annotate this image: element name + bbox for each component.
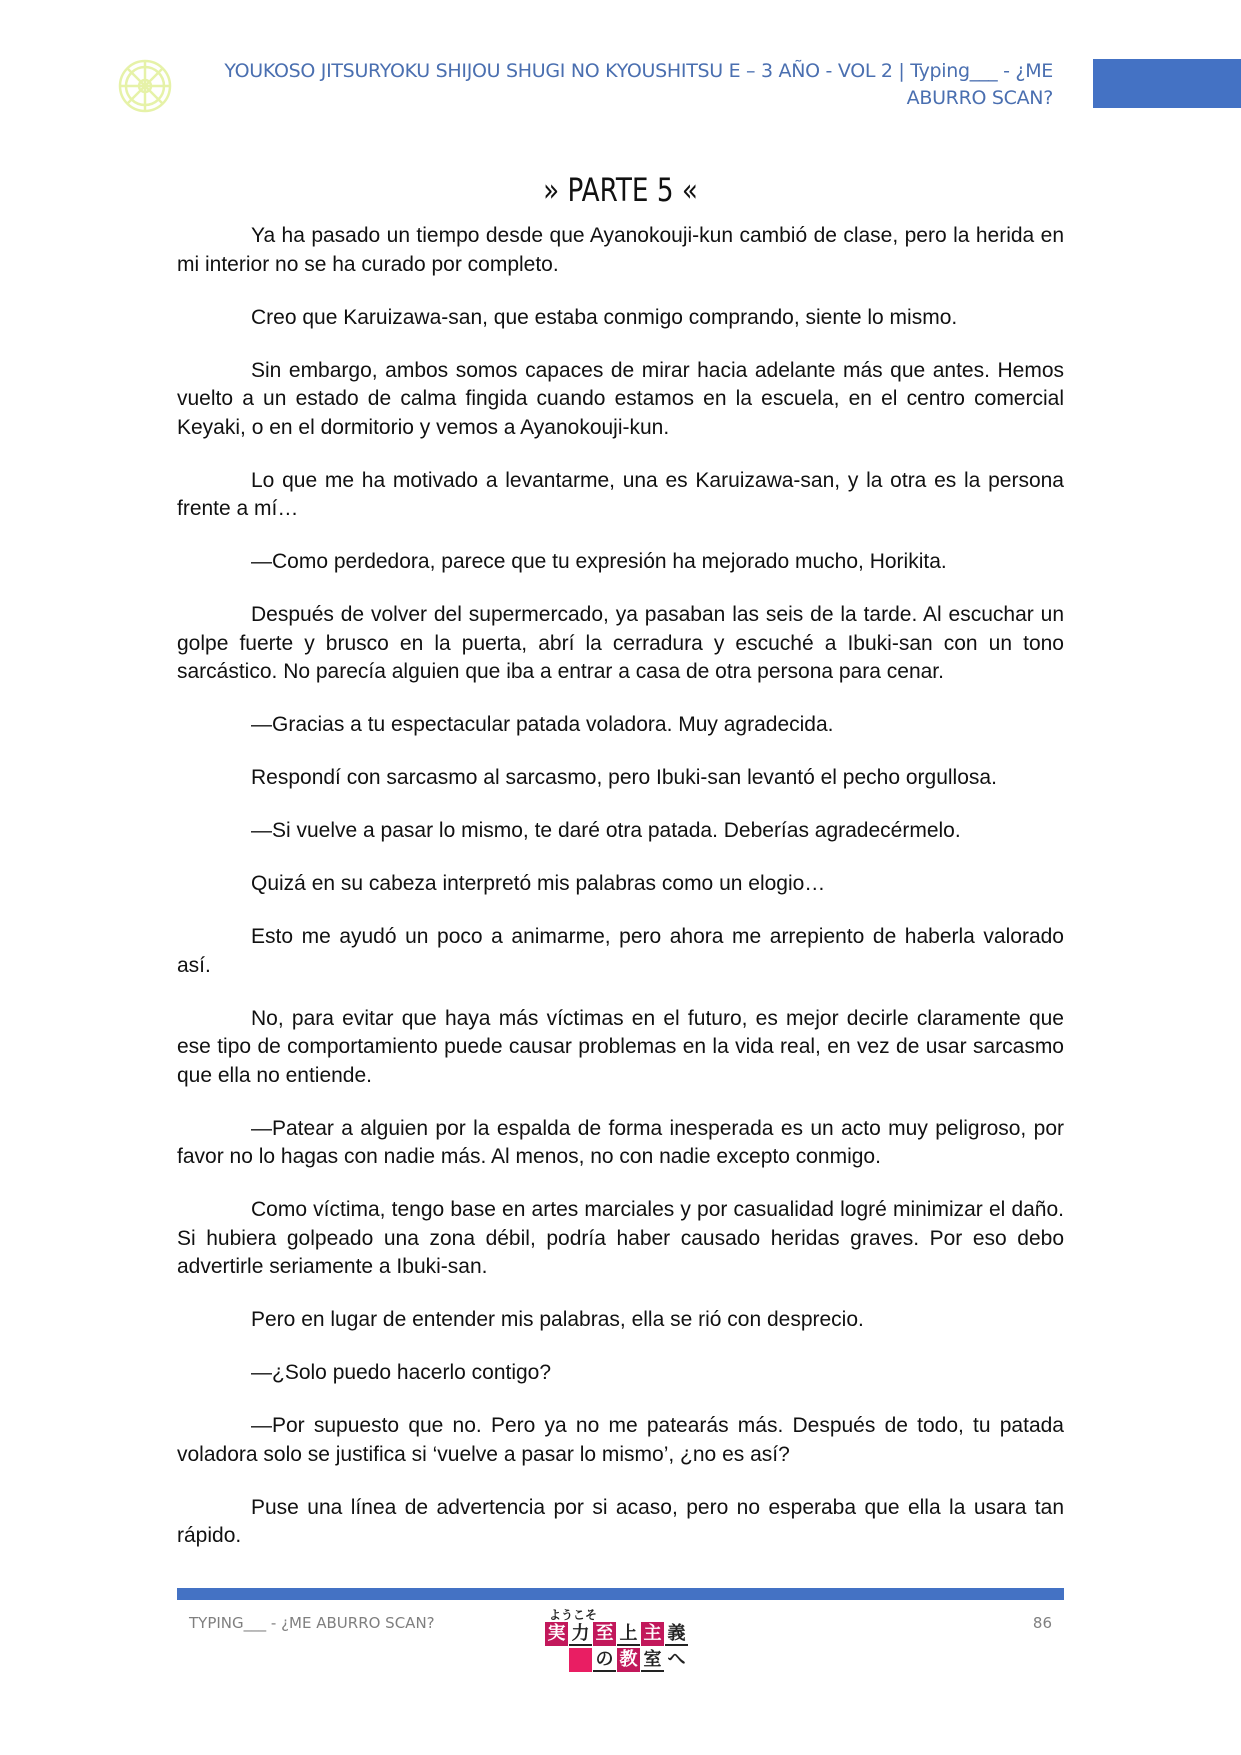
- paragraph: Ya ha pasado un tiempo desde que Ayanokouji-kun cambió de clase, pero la herida en mi interior no se ha curado por completo.: [177, 224, 1064, 276]
- logo-char: 主: [641, 1622, 664, 1646]
- footer-credit: TYPING___ - ¿ME ABURRO SCAN?: [189, 1614, 435, 1632]
- paragraph: —Patear a alguien por la espalda de forma inesperada es un acto muy peligroso, por favor no lo hagas con nadie más. Al menos, no con nadie excepto conmigo.: [177, 1116, 1064, 1168]
- paragraph: Como víctima, tengo base en artes marciales y por casualidad logré minimizar el daño. Si hubiera golpeado una zona débil, podría haber causado heridas graves. Por eso debo advertirle seriamente a Ibuki-san.: [177, 1198, 1064, 1278]
- header-logo: [117, 58, 173, 114]
- logo-char: 実: [545, 1622, 568, 1646]
- dharma-wheel-icon: [117, 58, 173, 114]
- logo-row-1: [545, 1622, 688, 1646]
- paragraph: —Por supuesto que no. Pero ya no me patearás más. Después de todo, tu patada voladora solo se justifica si ‘vuelve a pasar lo mismo’, ¿no es así?: [177, 1414, 1064, 1466]
- logo-kana: ようこそ: [549, 1608, 598, 1622]
- logo-char: へ: [665, 1648, 688, 1672]
- paragraph: Sin embargo, ambos somos capaces de mirar hacia adelante más que antes. Hemos vuelto a un estado de calma fingida cuando estamos en la escuela, en el centro comercial Keyaki, o en el dormitorio y vemos a Ayanokouji-kun.: [177, 358, 1064, 439]
- footer-accent-bar: [177, 1588, 1064, 1600]
- logo-char: 教: [617, 1648, 640, 1672]
- paragraph: Quizá en su cabeza interpretó mis palabras como un elogio…: [251, 872, 826, 895]
- logo-decoration: [569, 1648, 592, 1672]
- page-number: 86: [1032, 1614, 1052, 1632]
- paragraph: Respondí con sarcasmo al sarcasmo, pero Ibuki-san levantó el pecho orgullosa.: [251, 766, 997, 789]
- paragraph: Lo que me ha motivado a levantarme, una es Karuizawa-san, y la otra es la persona frente a mí…: [177, 468, 1064, 520]
- paragraph: Pero en lugar de entender mis palabras, ella se rió con desprecio.: [251, 1308, 864, 1331]
- paragraph: —¿Solo puedo hacerlo contigo?: [251, 1361, 552, 1384]
- paragraph: Esto me ayudó un poco a animarme, pero ahora me arrepiento de haberla valorado así.: [177, 925, 1064, 977]
- body-text: [177, 222, 1064, 1575]
- logo-char: の: [593, 1648, 616, 1672]
- header-accent-bar: [1093, 59, 1241, 108]
- logo-row-2: [569, 1648, 688, 1672]
- logo-char: 上: [617, 1622, 640, 1646]
- paragraph: No, para evitar que haya más víctimas en el futuro, es mejor decirle claramente que ese tipo de comportamiento puede causar problemas en la vida real, en vez de usar sarcasmo que ella no entiende.: [177, 1006, 1064, 1087]
- running-header-title: YOUKOSO JITSURYOKU SHIJOU SHUGI NO KYOUSHITSU E – 3 AÑO - VOL 2 | Typing___ - ¿ME ABURRO SCAN?: [224, 60, 1053, 109]
- paragraph: —Gracias a tu espectacular patada voladora. Muy agradecida.: [251, 713, 834, 736]
- paragraph: Puse una línea de advertencia por si acaso, pero no esperaba que ella la usara tan rápido.: [177, 1495, 1064, 1547]
- paragraph: —Si vuelve a pasar lo mismo, te daré otra patada. Deberías agradecérmelo.: [251, 819, 961, 842]
- chapter-title: » PARTE 5 «: [543, 171, 698, 210]
- logo-char: 至: [593, 1622, 616, 1646]
- logo-char: 室: [641, 1648, 664, 1672]
- series-logo: [545, 1606, 695, 1678]
- logo-char: 義: [665, 1622, 688, 1646]
- paragraph: Después de volver del supermercado, ya pasaban las seis de la tarde. Al escuchar un golpe fuerte y brusco en la puerta, abrí la cerradura y escuché a Ibuki-san con un tono sarcástico. No parecía alguien que iba a entrar a casa de otra persona para cenar.: [177, 603, 1064, 683]
- paragraph: —Como perdedora, parece que tu expresión ha mejorado mucho, Horikita.: [251, 550, 947, 573]
- logo-char: 力: [569, 1622, 592, 1646]
- paragraph: Creo que Karuizawa-san, que estaba conmigo comprando, siente lo mismo.: [251, 305, 958, 329]
